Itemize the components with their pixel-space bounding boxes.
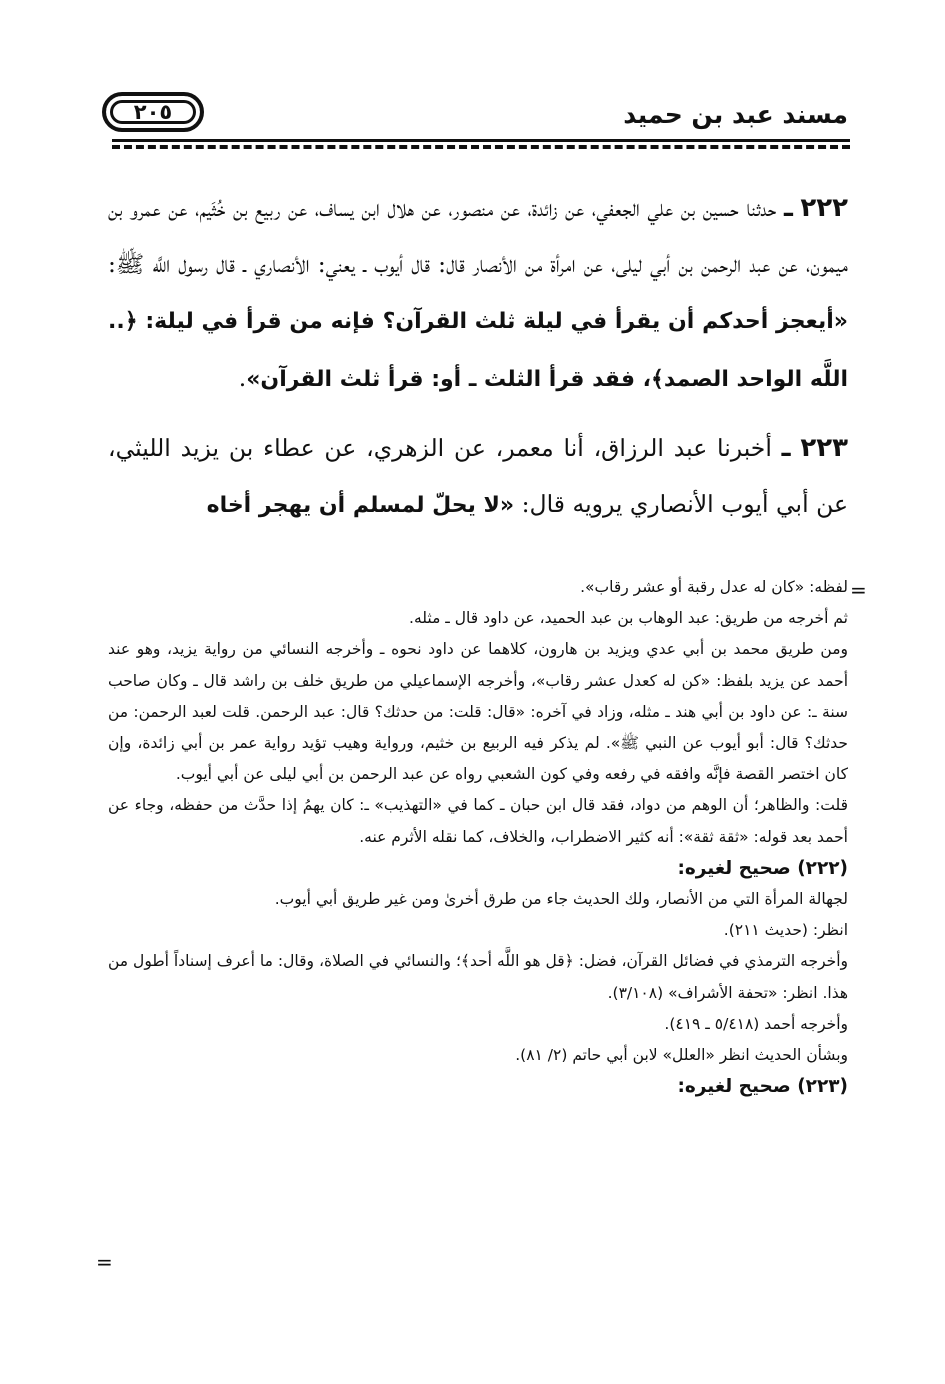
continuation-mark: = [850, 578, 867, 602]
page-number-badge [102, 92, 204, 132]
note-heading: (٢٢٢) صحيح لغيره: [677, 857, 848, 879]
note-paragraph: لفظه: «كان له عدل رقبة أو عشر رقاب». [580, 578, 848, 596]
page-header [100, 88, 850, 148]
header-rule [112, 139, 850, 142]
hadith-number: ٢٢٢ [800, 193, 848, 223]
header-dashed-rule [112, 145, 850, 149]
hadith-isnad: حدثنا حسين بن علي الجعفي، عن زائدة، عن منصور، عن هلال ابن يساف، عن ربيع بن خُثَيم، عن عمرو بن ميمون، عن عبد الرحمن بن أبي ليلى، عن امرأة من الأنصار قال: قال أيوب ـ يعني: الأنصاري ـ قال رسول اللَّه ﷺ: [108, 194, 848, 278]
running-title: مسند عبد بن حميد [623, 100, 848, 129]
note-paragraph: لجهالة المرأة التي من الأنصار، ولك الحديث جاء من طرق أخرىٰ ومن غير طريق أبي أيوب. [274, 890, 848, 909]
hadith-end: . [238, 364, 247, 392]
hadith-dash: ـ [781, 433, 791, 463]
hadith-number: ٢٢٣ [800, 433, 848, 463]
main-text [108, 180, 848, 534]
hadith-isnad: أخبرنا عبد الرزاق، أنا معمر، عن الزهري، عن عطاء بن يزيد الليثي، عن أبي أيوب الأنصاري يرويه قال: [108, 434, 848, 518]
note-paragraph: انظر: (حديث ٢١١). [723, 921, 848, 940]
hadith-matn: «لا يحلّ لمسلم أن يهجر أخاه [206, 493, 515, 518]
hadith-222 [108, 180, 848, 408]
footnotes [108, 572, 848, 1102]
note-paragraph: وأخرجه الترمذي في فضائل القرآن، فضل: ﴿قل هو اللَّه أحد﴾؛ والنسائي في الصلاة، وقال: ما أعرف إسناداً أطول من هذا. انظر: «تحفة الأشراف» (٣/١٠٨). [108, 952, 848, 1002]
continuation-mark: = [96, 1250, 113, 1274]
hadith-223 [108, 420, 848, 534]
note-heading: (٢٢٣) صحيح لغيره: [677, 1076, 848, 1098]
hadith-dash: ـ [783, 193, 793, 223]
note-paragraph: وأخرجه أحمد (٥/٤١٨ ـ ٤١٩). [664, 1014, 848, 1033]
note-paragraph: وبشأن الحديث انظر «العلل» لابن أبي حاتم (٢/ ٨١). [515, 1046, 848, 1065]
note-paragraph: ثم أخرجه من طريق: عبد الوهاب بن عبد الحميد، عن داود قال ـ مثله. [409, 609, 848, 628]
hadith-matn: «أيعجز أحدكم أن يقرأ في ليلة ثلث القرآن؟ فإنه من قرأ في ليلة: ﴿.. اللَّه الواحد الصمد﴾، فقد قرأ الثلث ـ أو: قرأ ثلث القرآن» [108, 309, 848, 392]
note-paragraph: ومن طريق محمد بن أبي عدي ويزيد بن هارون، كلاهما عن داود نحوه ـ وأخرجه النسائي من رواية يزيد، وهو عند أحمد عن يزيد بلفظ: «كن له كعدل عشر رقاب»، وأخرجه الإسماعيلي من طريق خلف بن راشد قال ـ وكان صاحب سنة ـ: عن داود بن أبي هند ـ مثله، وزاد في آخره: «قال: قلت: من حدثك؟ قال: عبد الرحمن. قلت لعبد الرحمن: من حدثك؟ قال: أبو أيوب عن النبي ﷺ». لم يذكر فيه الربيع بن خثيم، ورواية وهيب تؤيد رواية عمر بن أبي زائدة، وإن كان اختصر القصة فإنَّه وافقه في رفعه وفي كون الشعبي رواه عن عبد الرحمن بن أبي ليلى عن أبي أيوب. [108, 640, 848, 784]
note-paragraph: قلت: والظاهر؛ أن الوهم من دواد، فقد قال ابن حبان ـ كما في «التهذيب» ـ: كان يهمُ إذا حدَّث من حفظه، وجاء عن أحمد بعد قوله: «ثقة ثقة»: أنه كثير الاضطراب، والخلاف، كما نقله الأثرم عنه. [108, 796, 848, 846]
page-number: ٢٠٥ [133, 100, 173, 124]
